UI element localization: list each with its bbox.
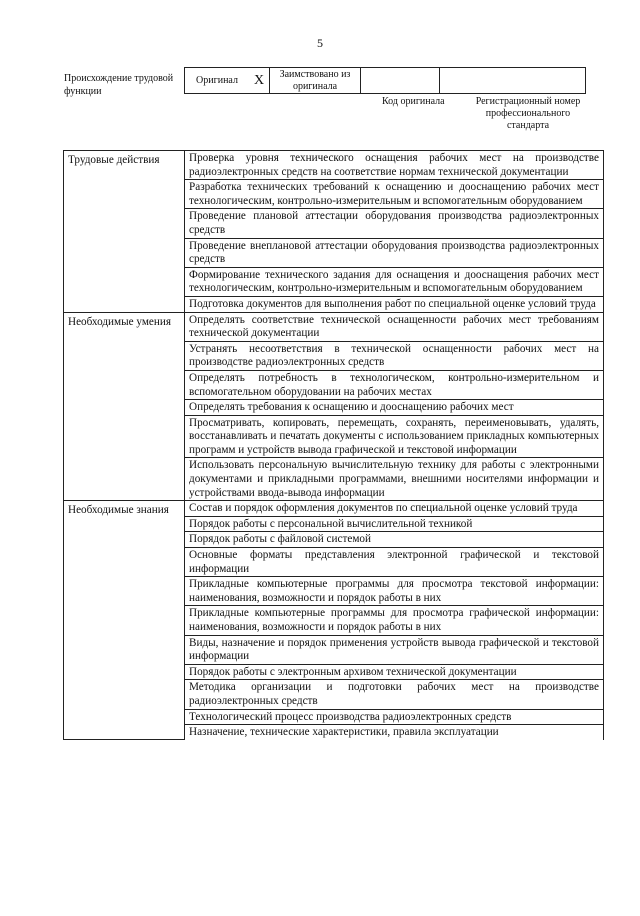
labor-actions-item: Проверка уровня технического оснащения рабочих мест на производстве радиоэлектронных средств на соответствие нормам технической документации (185, 151, 604, 180)
required-knowledge-item: Основные форматы представления электронной графической и текстовой информации (185, 548, 604, 577)
labor-actions-item: Подготовка документов для выполнения работ по специальной оценке условий труда (185, 296, 604, 312)
page-number: 5 (317, 36, 323, 50)
borrowed-cell: Заимствовано из оригинала (270, 68, 361, 94)
labor-actions-item: Проведение плановой аттестации оборудования производства радиоэлектронных средств (185, 209, 604, 238)
original-mark: X (249, 68, 270, 94)
labor-actions-header: Трудовые действия (64, 151, 185, 313)
required-knowledge-item: Порядок работы с файловой системой (185, 532, 604, 548)
required-knowledge-item: Прикладные компьютерные программы для просмотра текстовой информации: наименования, возможности и порядок работы в них (185, 577, 604, 606)
required-skills-item: Использовать персональную вычислительную технику для работы с электронными документами и прикладными программами, внешними носителями информации и устройствами ввода-вывода информации (185, 458, 604, 501)
required-skills-item: Устранять несоответствия в технической оснащенности рабочих мест на производстве радиоэлектронных средств (185, 341, 604, 370)
required-skills-item: Определять требования к оснащению и дооснащению рабочих мест (185, 400, 604, 416)
code-original-label: Код оригинала (382, 96, 445, 107)
origin-table (184, 67, 586, 94)
required-knowledge-header: Необходимые знания (64, 501, 185, 740)
table-row (64, 312, 604, 341)
table-row (64, 151, 604, 180)
reg-number-label: Регистрационный номер профессионального стандарта (475, 96, 581, 131)
labor-actions-item: Разработка технических требований к оснащению и дооснащению рабочих мест технологическим, контрольно-измерительным и вспомогательным оборудованием (185, 180, 604, 209)
required-knowledge-item: Состав и порядок оформления документов по специальной оценке условий труда (185, 501, 604, 517)
required-skills-item: Определять соответствие технической оснащенности рабочих мест требованиям технической документации (185, 312, 604, 341)
labor-function-table (63, 150, 604, 740)
required-skills-item: Определять потребность в технологическом, контрольно-измерительном и вспомогательном оборудовании на рабочих местах (185, 370, 604, 399)
labor-actions-item: Проведение внеплановой аттестации оборудования производства радиоэлектронных средств (185, 238, 604, 267)
required-skills-header: Необходимые умения (64, 312, 185, 501)
required-skills-item: Просматривать, копировать, перемещать, сохранять, переименовывать, удалять, восстанавливать и печатать документы с использованием прикладных компьютерных программ и устройств вывода графической и текстовой информации (185, 415, 604, 458)
labor-actions-item: Формирование технического задания для оснащения и дооснащения рабочих мест технологическим, контрольно-измерительным и вспомогательным оборудованием (185, 267, 604, 296)
table-row (64, 501, 604, 517)
required-knowledge-item: Методика организации и подготовки рабочих мест на производстве радиоэлектронных средств (185, 680, 604, 709)
code-cell (361, 68, 440, 94)
origin-label: Происхождение трудовой функции (64, 73, 174, 97)
reg-number-cell (440, 68, 586, 94)
required-knowledge-item: Виды, назначение и порядок применения устройств вывода графической и текстовой информации (185, 635, 604, 664)
required-knowledge-item: Технологический процесс производства радиоэлектронных средств (185, 709, 604, 725)
required-knowledge-item: Порядок работы с персональной вычислительной техникой (185, 516, 604, 532)
required-knowledge-item: Порядок работы с электронным архивом технической документации (185, 664, 604, 680)
required-knowledge-item: Прикладные компьютерные программы для просмотра графической информации: наименования, возможности и порядок работы в них (185, 606, 604, 635)
required-knowledge-item: Назначение, технические характеристики, правила эксплуатации (185, 725, 604, 740)
original-cell: Оригинал (185, 68, 250, 94)
